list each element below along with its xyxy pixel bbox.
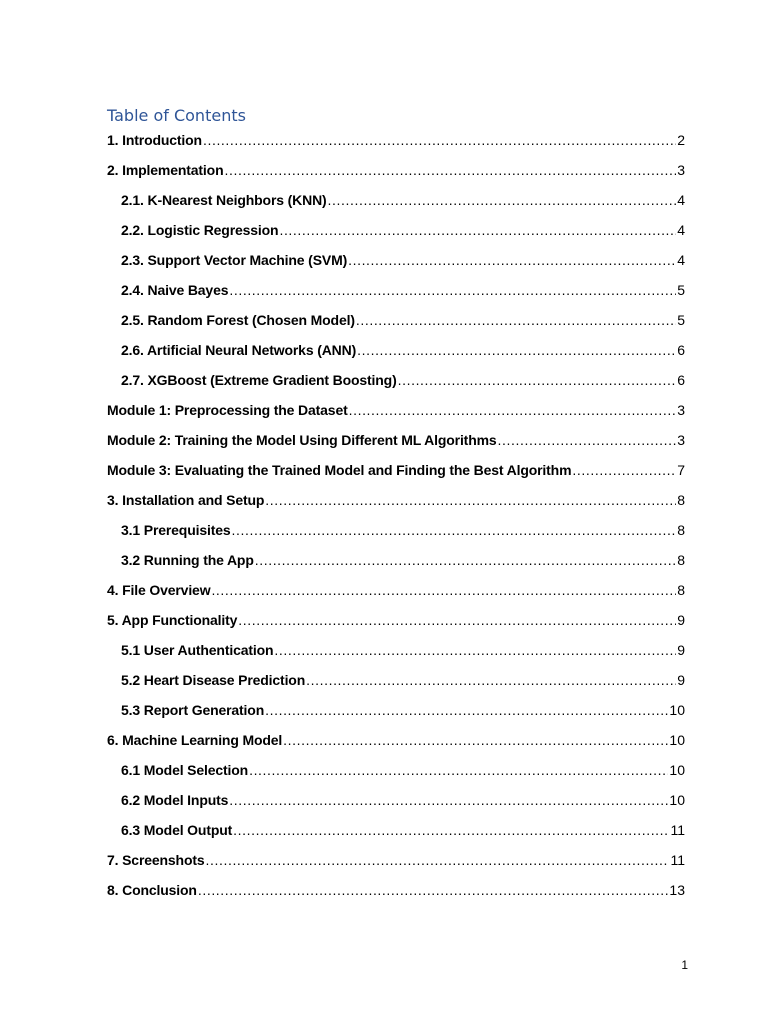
toc-dot-leader [232,519,677,541]
toc-entry-label[interactable]: Module 1: Preprocessing the Dataset [107,402,348,418]
toc-entry[interactable] [107,549,685,579]
toc-entry-label[interactable]: 2.7. XGBoost (Extreme Gradient Boosting) [121,372,397,388]
toc-entry-page-number[interactable]: 8 [677,552,685,568]
toc-entry-page-number[interactable]: 5 [677,312,685,328]
toc-entry[interactable] [107,819,685,849]
toc-dot-leader [356,309,676,331]
toc-entry[interactable] [107,219,685,249]
toc-dot-leader [198,879,669,901]
toc-dot-leader [255,549,676,571]
toc-dot-leader [229,279,676,301]
toc-entry[interactable] [107,489,685,519]
toc-entry-label[interactable]: 2.5. Random Forest (Chosen Model) [121,312,355,328]
toc-entry[interactable] [107,189,685,219]
toc-entry[interactable] [107,459,685,489]
toc-entry-page-number[interactable]: 8 [677,582,685,598]
toc-entry[interactable] [107,579,685,609]
toc-entry[interactable] [107,639,685,669]
toc-entry[interactable] [107,429,685,459]
toc-entry-page-number[interactable]: 9 [677,642,685,658]
toc-entry-page-number[interactable]: 8 [677,522,685,538]
toc-entry-label[interactable]: 3.2 Running the App [121,552,254,568]
toc-entry-page-number[interactable]: 11 [670,852,685,868]
toc-entry-label[interactable]: 5.1 User Authentication [121,642,274,658]
toc-entry-page-number[interactable]: 10 [669,702,685,718]
toc-entry-page-number[interactable]: 7 [677,462,685,478]
toc-entry-page-number[interactable]: 4 [677,192,685,208]
toc-entry[interactable] [107,129,685,159]
toc-entry[interactable] [107,279,685,309]
toc-entry[interactable] [107,249,685,279]
toc-entry-label[interactable]: 6.1 Model Selection [121,762,249,778]
toc-dot-leader [265,699,668,721]
toc-entry[interactable] [107,729,685,759]
toc-entry-label[interactable]: 2.1. K-Nearest Neighbors (KNN) [121,192,327,208]
toc-entry-page-number[interactable]: 3 [677,162,685,178]
toc-entry-page-number[interactable]: 4 [677,252,685,268]
toc-entry-label[interactable]: 2.6. Artificial Neural Networks (ANN) [121,342,357,358]
toc-dot-leader [572,459,676,481]
toc-dot-leader [211,579,676,601]
toc-entry-page-number[interactable]: 10 [669,792,685,808]
toc-dot-leader [283,729,668,751]
toc-entry-page-number[interactable]: 3 [677,402,685,418]
toc-entry-label[interactable]: 6.2 Model Inputs [121,792,229,808]
toc-entry-page-number[interactable]: 5 [677,282,685,298]
toc-dot-leader [398,369,677,391]
toc-entry-label[interactable]: Module 2: Training the Model Using Different ML Algorithms [107,432,497,448]
toc-entry-page-number[interactable]: 6 [677,342,685,358]
toc-dot-leader [498,429,677,451]
page-number: 1 [681,958,688,972]
toc-entry-label[interactable]: 2. Implementation [107,162,224,178]
toc-entry[interactable] [107,399,685,429]
toc-entry[interactable] [107,609,685,639]
toc-dot-leader [279,219,676,241]
toc-entry-page-number[interactable]: 9 [677,672,685,688]
toc-entry-page-number[interactable]: 9 [677,612,685,628]
toc-dot-leader [233,819,669,841]
toc-list [107,129,685,909]
toc-entry-label[interactable]: 4. File Overview [107,582,211,598]
toc-entry-page-number[interactable]: 4 [677,222,685,238]
toc-entry-label[interactable]: 5.3 Report Generation [121,702,265,718]
toc-entry-page-number[interactable]: 13 [669,882,685,898]
toc-entry-label[interactable]: 8. Conclusion [107,882,197,898]
toc-entry[interactable] [107,339,685,369]
toc-entry[interactable] [107,519,685,549]
toc-title: Table of Contents [107,106,246,125]
toc-dot-leader [206,849,670,871]
toc-dot-leader [224,159,676,181]
toc-entry-label[interactable]: 7. Screenshots [107,852,205,868]
toc-entry[interactable] [107,699,685,729]
toc-entry-label[interactable]: 6. Machine Learning Model [107,732,283,748]
toc-entry-label[interactable]: 2.3. Support Vector Machine (SVM) [121,252,348,268]
toc-entry[interactable] [107,789,685,819]
toc-entry-page-number[interactable]: 11 [670,822,685,838]
toc-dot-leader [249,759,668,781]
toc-dot-leader [328,189,677,211]
toc-entry-label[interactable]: 5.2 Heart Disease Prediction [121,672,306,688]
toc-dot-leader [357,339,676,361]
toc-entry[interactable] [107,369,685,399]
toc-entry[interactable] [107,849,685,879]
toc-entry-page-number[interactable]: 6 [677,372,685,388]
toc-entry-page-number[interactable]: 10 [669,732,685,748]
toc-entry-label[interactable]: 3.1 Prerequisites [121,522,231,538]
toc-entry[interactable] [107,879,685,909]
toc-entry-label[interactable]: 1. Introduction [107,132,202,148]
toc-entry[interactable] [107,759,685,789]
toc-entry-label[interactable]: 3. Installation and Setup [107,492,265,508]
toc-dot-leader [349,399,677,421]
toc-dot-leader [238,609,676,631]
toc-dot-leader [229,789,668,811]
toc-entry-page-number[interactable]: 3 [677,432,685,448]
toc-entry-label[interactable]: Module 3: Evaluating the Trained Model and Finding the Best Algorithm [107,462,572,478]
toc-dot-leader [265,489,676,511]
toc-entry[interactable] [107,669,685,699]
toc-dot-leader [203,129,676,151]
toc-entry-label[interactable]: 2.4. Naive Bayes [121,282,229,298]
toc-entry-label[interactable]: 6.3 Model Output [121,822,233,838]
toc-entry-page-number[interactable]: 10 [669,762,685,778]
toc-entry-label[interactable]: 2.2. Logistic Regression [121,222,279,238]
toc-entry-page-number[interactable]: 8 [677,492,685,508]
toc-dot-leader [306,669,676,691]
toc-entry[interactable] [107,309,685,339]
toc-entry-page-number[interactable]: 2 [677,132,685,148]
toc-entry[interactable] [107,159,685,189]
toc-dot-leader [274,639,676,661]
toc-dot-leader [348,249,676,271]
toc-entry-label[interactable]: 5. App Functionality [107,612,238,628]
